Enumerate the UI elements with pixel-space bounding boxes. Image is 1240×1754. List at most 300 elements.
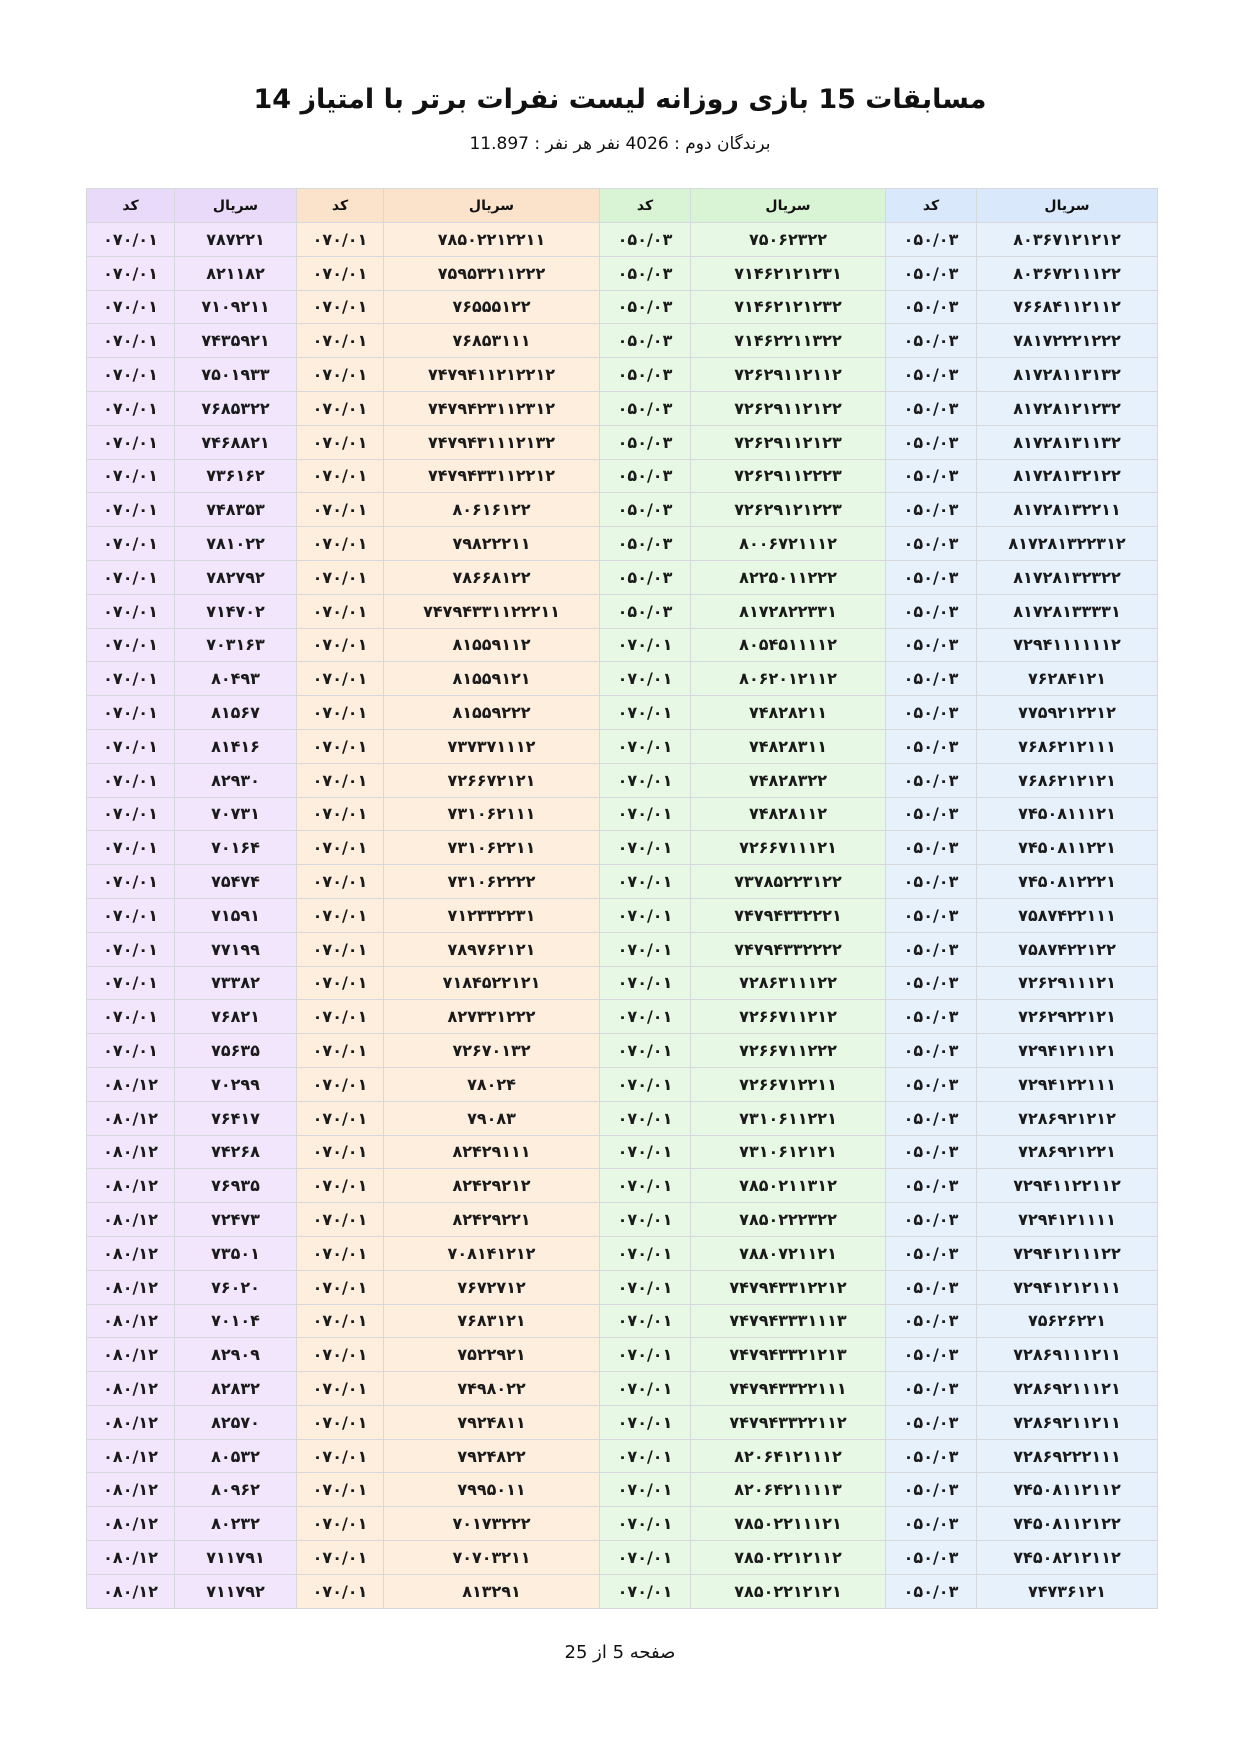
serial-cell: ۸۲۱۱۸۲ bbox=[175, 256, 297, 290]
column-header-serial: سریال bbox=[691, 189, 886, 223]
serial-cell: ۷۴۸۲۸۲۱۱ bbox=[691, 696, 886, 730]
table-row bbox=[87, 1473, 1158, 1507]
serial-cell: ۸۱۵۵۹۱۲۱ bbox=[384, 662, 600, 696]
code-cell: ۰۵۰/۰۳ bbox=[886, 898, 977, 932]
serial-cell: ۷۲۹۴۱۲۱۱۲۱ bbox=[977, 1034, 1158, 1068]
serial-cell: ۷۹۲۴۸۱۱ bbox=[384, 1405, 600, 1439]
code-cell: ۰۸۰/۱۲ bbox=[87, 1101, 175, 1135]
serial-cell: ۷۴۸۲۸۱۱۲ bbox=[691, 797, 886, 831]
serial-cell: ۷۶۲۸۴۱۲۱ bbox=[977, 662, 1158, 696]
serial-cell: ۷۲۸۶۹۲۱۱۱۲۱ bbox=[977, 1372, 1158, 1406]
code-cell: ۰۷۰/۰۱ bbox=[297, 966, 384, 1000]
serial-cell: ۷۲۸۶۳۱۱۱۲۲ bbox=[691, 966, 886, 1000]
code-cell: ۰۵۰/۰۳ bbox=[886, 1135, 977, 1169]
table-row bbox=[87, 898, 1158, 932]
table-row bbox=[87, 1270, 1158, 1304]
code-cell: ۰۵۰/۰۳ bbox=[600, 290, 691, 324]
code-cell: ۰۷۰/۰۱ bbox=[600, 1304, 691, 1338]
serial-cell: ۷۴۷۹۴۳۳۱۱۲۲۲۱۱ bbox=[384, 594, 600, 628]
serial-cell: ۷۴۷۹۴۳۳۲۲۱۱۱ bbox=[691, 1372, 886, 1406]
table-row bbox=[87, 358, 1158, 392]
serial-cell: ۷۰۱۰۴ bbox=[175, 1304, 297, 1338]
serial-cell: ۷۶۸۵۳۱۱۱ bbox=[384, 324, 600, 358]
serial-cell: ۷۳۱۰۶۲۲۲۲ bbox=[384, 865, 600, 899]
serial-cell: ۷۱۱۷۹۱ bbox=[175, 1541, 297, 1575]
code-cell: ۰۸۰/۱۲ bbox=[87, 1439, 175, 1473]
serial-cell: ۷۴۷۹۴۲۳۱۱۲۳۱۲ bbox=[384, 391, 600, 425]
serial-cell: ۷۲۸۶۹۲۱۱۲۱۱ bbox=[977, 1405, 1158, 1439]
serial-cell: ۸۰۶۱۶۱۲۲ bbox=[384, 493, 600, 527]
serial-cell: ۷۸۸۰۷۲۱۱۲۱ bbox=[691, 1236, 886, 1270]
code-cell: ۰۷۰/۰۱ bbox=[87, 358, 175, 392]
code-cell: ۰۷۰/۰۱ bbox=[297, 560, 384, 594]
table-row bbox=[87, 1067, 1158, 1101]
serial-cell: ۷۷۱۹۹ bbox=[175, 932, 297, 966]
serial-cell: ۷۹۹۵۰۱۱ bbox=[384, 1473, 600, 1507]
code-cell: ۰۷۰/۰۱ bbox=[87, 1000, 175, 1034]
serial-cell: ۷۱۴۶۲۱۲۱۲۳۱ bbox=[691, 256, 886, 290]
serial-cell: ۸۲۴۲۹۲۱۲ bbox=[384, 1169, 600, 1203]
table-row bbox=[87, 256, 1158, 290]
serial-cell: ۷۶۰۲۰ bbox=[175, 1270, 297, 1304]
code-cell: ۰۷۰/۰۱ bbox=[87, 324, 175, 358]
serial-cell: ۸۲۵۷۰ bbox=[175, 1405, 297, 1439]
code-cell: ۰۷۰/۰۱ bbox=[87, 1034, 175, 1068]
serial-cell: ۷۱۸۴۵۲۲۱۲۱ bbox=[384, 966, 600, 1000]
serial-cell: ۷۲۶۶۷۲۱۲۱ bbox=[384, 763, 600, 797]
serial-cell: ۷۶۸۶۲۱۲۱۱۱ bbox=[977, 729, 1158, 763]
code-cell: ۰۷۰/۰۱ bbox=[297, 1439, 384, 1473]
serial-cell: ۸۰۳۶۷۲۱۱۱۲۲ bbox=[977, 256, 1158, 290]
serial-cell: ۷۳۶۱۶۲ bbox=[175, 459, 297, 493]
page-subtitle: برندگان دوم : 4026 نفر هر نفر : 11.897 bbox=[469, 134, 771, 154]
code-cell: ۰۷۰/۰۱ bbox=[297, 493, 384, 527]
code-cell: ۰۵۰/۰۳ bbox=[886, 662, 977, 696]
code-cell: ۰۷۰/۰۱ bbox=[297, 1000, 384, 1034]
code-cell: ۰۵۰/۰۳ bbox=[886, 1439, 977, 1473]
code-cell: ۰۵۰/۰۳ bbox=[886, 831, 977, 865]
code-cell: ۰۵۰/۰۳ bbox=[886, 1405, 977, 1439]
serial-cell: ۷۳۵۰۱ bbox=[175, 1236, 297, 1270]
table-row bbox=[87, 1169, 1158, 1203]
serial-cell: ۷۴۸۲۸۳۲۲ bbox=[691, 763, 886, 797]
serial-cell: ۷۵۲۲۹۲۱ bbox=[384, 1338, 600, 1372]
table-row bbox=[87, 1574, 1158, 1608]
serial-cell: ۷۶۵۵۵۱۲۲ bbox=[384, 290, 600, 324]
code-cell: ۰۷۰/۰۱ bbox=[297, 1135, 384, 1169]
column-header-serial: سریال bbox=[175, 189, 297, 223]
table-row bbox=[87, 493, 1158, 527]
code-cell: ۰۸۰/۱۲ bbox=[87, 1405, 175, 1439]
code-cell: ۰۷۰/۰۱ bbox=[600, 932, 691, 966]
serial-cell: ۸۱۴۱۶ bbox=[175, 729, 297, 763]
code-cell: ۰۷۰/۰۱ bbox=[87, 831, 175, 865]
code-cell: ۰۵۰/۰۳ bbox=[886, 493, 977, 527]
code-cell: ۰۵۰/۰۳ bbox=[886, 425, 977, 459]
code-cell: ۰۷۰/۰۱ bbox=[600, 1270, 691, 1304]
serial-cell: ۷۲۹۴۱۱۲۲۱۱۲ bbox=[977, 1169, 1158, 1203]
code-cell: ۰۸۰/۱۲ bbox=[87, 1067, 175, 1101]
serial-cell: ۷۸۲۷۹۲ bbox=[175, 560, 297, 594]
table-row bbox=[87, 1541, 1158, 1575]
code-cell: ۰۷۰/۰۱ bbox=[297, 797, 384, 831]
code-cell: ۰۷۰/۰۱ bbox=[87, 729, 175, 763]
table-row bbox=[87, 1338, 1158, 1372]
serial-cell: ۷۴۷۹۴۳۳۲۲۲۱ bbox=[691, 898, 886, 932]
code-cell: ۰۷۰/۰۱ bbox=[297, 1270, 384, 1304]
code-cell: ۰۷۰/۰۱ bbox=[297, 1541, 384, 1575]
code-cell: ۰۵۰/۰۳ bbox=[886, 1372, 977, 1406]
table-header-row bbox=[87, 189, 1158, 223]
code-cell: ۰۷۰/۰۱ bbox=[297, 223, 384, 257]
code-cell: ۰۷۰/۰۱ bbox=[600, 1473, 691, 1507]
code-cell: ۰۷۰/۰۱ bbox=[600, 1338, 691, 1372]
serial-cell: ۷۷۵۹۲۱۲۲۱۲ bbox=[977, 696, 1158, 730]
serial-cell: ۸۰۳۶۷۱۲۱۲۱۲ bbox=[977, 223, 1158, 257]
serial-cell: ۷۲۶۲۹۱۲۱۲۲۳ bbox=[691, 493, 886, 527]
serial-cell: ۷۴۵۰۸۲۱۲۱۱۲ bbox=[977, 1541, 1158, 1575]
serial-cell: ۸۱۷۲۸۱۱۳۱۳۲ bbox=[977, 358, 1158, 392]
table-row bbox=[87, 1372, 1158, 1406]
serial-cell: ۷۴۵۰۸۱۲۲۲۱ bbox=[977, 865, 1158, 899]
serial-cell: ۸۰۵۳۲ bbox=[175, 1439, 297, 1473]
serial-cell: ۷۱۴۶۲۲۱۱۳۲۲ bbox=[691, 324, 886, 358]
serial-cell: ۸۰۵۴۵۱۱۱۱۲ bbox=[691, 628, 886, 662]
code-cell: ۰۵۰/۰۳ bbox=[886, 1169, 977, 1203]
serial-cell: ۸۰۰۶۷۲۱۱۱۲ bbox=[691, 527, 886, 561]
serial-cell: ۷۸۰۲۴ bbox=[384, 1067, 600, 1101]
code-cell: ۰۵۰/۰۳ bbox=[600, 324, 691, 358]
code-cell: ۰۵۰/۰۳ bbox=[600, 493, 691, 527]
code-cell: ۰۵۰/۰۳ bbox=[886, 696, 977, 730]
table-row bbox=[87, 324, 1158, 358]
code-cell: ۰۵۰/۰۳ bbox=[600, 527, 691, 561]
serial-cell: ۷۱۴۷۰۲ bbox=[175, 594, 297, 628]
table-row bbox=[87, 831, 1158, 865]
serial-cell: ۷۳۱۰۶۱۲۱۲۱ bbox=[691, 1135, 886, 1169]
serial-cell: ۸۰۴۹۳ bbox=[175, 662, 297, 696]
table-row bbox=[87, 966, 1158, 1000]
serial-cell: ۷۲۶۲۹۱۱۲۲۲۳ bbox=[691, 459, 886, 493]
code-cell: ۰۷۰/۰۱ bbox=[87, 560, 175, 594]
code-cell: ۰۵۰/۰۳ bbox=[886, 358, 977, 392]
serial-cell: ۷۲۶۶۷۱۲۲۱۱ bbox=[691, 1067, 886, 1101]
code-cell: ۰۷۰/۰۱ bbox=[600, 729, 691, 763]
code-cell: ۰۸۰/۱۲ bbox=[87, 1304, 175, 1338]
serial-cell: ۷۶۹۳۵ bbox=[175, 1169, 297, 1203]
serial-cell: ۸۱۷۲۸۱۳۳۳۳۱ bbox=[977, 594, 1158, 628]
serial-cell: ۷۰۷۰۳۲۱۱ bbox=[384, 1541, 600, 1575]
code-cell: ۰۷۰/۰۱ bbox=[297, 932, 384, 966]
code-cell: ۰۷۰/۰۱ bbox=[87, 459, 175, 493]
serial-cell: ۸۱۵۵۹۱۱۲ bbox=[384, 628, 600, 662]
code-cell: ۰۵۰/۰۳ bbox=[886, 223, 977, 257]
serial-cell: ۷۲۶۶۷۱۱۲۱۲ bbox=[691, 1000, 886, 1034]
code-cell: ۰۷۰/۰۱ bbox=[600, 1405, 691, 1439]
code-cell: ۰۸۰/۱۲ bbox=[87, 1203, 175, 1237]
code-cell: ۰۷۰/۰۱ bbox=[87, 966, 175, 1000]
code-cell: ۰۷۰/۰۱ bbox=[87, 425, 175, 459]
serial-cell: ۷۳۷۳۷۱۱۱۲ bbox=[384, 729, 600, 763]
code-cell: ۰۵۰/۰۳ bbox=[600, 459, 691, 493]
serial-cell: ۷۸۵۰۲۲۲۳۲۲ bbox=[691, 1203, 886, 1237]
code-cell: ۰۷۰/۰۱ bbox=[600, 1541, 691, 1575]
code-cell: ۰۷۰/۰۱ bbox=[297, 1169, 384, 1203]
serial-cell: ۸۲۹۳۰ bbox=[175, 763, 297, 797]
code-cell: ۰۷۰/۰۱ bbox=[600, 1236, 691, 1270]
code-cell: ۰۷۰/۰۱ bbox=[297, 1405, 384, 1439]
code-cell: ۰۷۰/۰۱ bbox=[297, 290, 384, 324]
serial-cell: ۷۴۷۹۴۳۳۲۲۱۱۲ bbox=[691, 1405, 886, 1439]
code-cell: ۰۸۰/۱۲ bbox=[87, 1473, 175, 1507]
code-cell: ۰۷۰/۰۱ bbox=[87, 763, 175, 797]
serial-cell: ۷۲۶۲۹۲۲۱۲۱ bbox=[977, 1000, 1158, 1034]
serial-cell: ۷۴۷۳۶۱۲۱ bbox=[977, 1574, 1158, 1608]
code-cell: ۰۵۰/۰۳ bbox=[886, 594, 977, 628]
code-cell: ۰۷۰/۰۱ bbox=[600, 1507, 691, 1541]
serial-cell: ۷۲۸۶۹۲۱۲۲۱ bbox=[977, 1135, 1158, 1169]
code-cell: ۰۷۰/۰۱ bbox=[297, 256, 384, 290]
serial-cell: ۷۸۵۰۲۲۱۲۱۲۱ bbox=[691, 1574, 886, 1608]
serial-cell: ۷۲۹۴۱۲۲۱۱۱ bbox=[977, 1067, 1158, 1101]
code-cell: ۰۷۰/۰۱ bbox=[600, 662, 691, 696]
code-cell: ۰۷۰/۰۱ bbox=[600, 966, 691, 1000]
serial-cell: ۷۵۴۷۴ bbox=[175, 865, 297, 899]
serial-cell: ۷۱۰۹۲۱۱ bbox=[175, 290, 297, 324]
serial-cell: ۸۰۹۶۲ bbox=[175, 1473, 297, 1507]
serial-cell: ۷۰۷۳۱ bbox=[175, 797, 297, 831]
table-row bbox=[87, 729, 1158, 763]
code-cell: ۰۷۰/۰۱ bbox=[87, 223, 175, 257]
serial-cell: ۷۴۷۹۴۳۳۲۱۲۱۳ bbox=[691, 1338, 886, 1372]
table-row bbox=[87, 696, 1158, 730]
serial-cell: ۷۳۱۰۶۱۱۲۲۱ bbox=[691, 1101, 886, 1135]
serial-cell: ۷۴۷۹۴۳۳۱۱۲۲۱۲ bbox=[384, 459, 600, 493]
serial-cell: ۷۸۹۷۶۲۱۲۱ bbox=[384, 932, 600, 966]
serial-cell: ۸۲۹۰۹ bbox=[175, 1338, 297, 1372]
serial-cell: ۷۲۶۲۹۱۱۲۱۲۳ bbox=[691, 425, 886, 459]
code-cell: ۰۵۰/۰۳ bbox=[886, 1338, 977, 1372]
code-cell: ۰۷۰/۰۱ bbox=[297, 1372, 384, 1406]
code-cell: ۰۷۰/۰۱ bbox=[297, 1236, 384, 1270]
code-cell: ۰۷۰/۰۱ bbox=[297, 1034, 384, 1068]
serial-cell: ۸۱۷۲۸۱۳۱۱۳۲ bbox=[977, 425, 1158, 459]
code-cell: ۰۸۰/۱۲ bbox=[87, 1541, 175, 1575]
code-cell: ۰۷۰/۰۱ bbox=[297, 1304, 384, 1338]
table-row bbox=[87, 459, 1158, 493]
code-cell: ۰۵۰/۰۳ bbox=[886, 391, 977, 425]
code-cell: ۰۷۰/۰۱ bbox=[297, 831, 384, 865]
table-row bbox=[87, 1135, 1158, 1169]
code-cell: ۰۷۰/۰۱ bbox=[600, 1372, 691, 1406]
serial-cell: ۷۴۷۹۴۳۳۲۲۲۲ bbox=[691, 932, 886, 966]
code-cell: ۰۷۰/۰۱ bbox=[600, 831, 691, 865]
serial-cell: ۷۴۷۹۴۳۱۱۱۲۱۳۲ bbox=[384, 425, 600, 459]
serial-cell: ۷۴۹۸۰۲۲ bbox=[384, 1372, 600, 1406]
code-cell: ۰۸۰/۱۲ bbox=[87, 1372, 175, 1406]
table-row bbox=[87, 628, 1158, 662]
serial-cell: ۷۶۶۸۴۱۱۲۱۱۲ bbox=[977, 290, 1158, 324]
serial-cell: ۷۴۳۵۹۲۱ bbox=[175, 324, 297, 358]
serial-cell: ۸۱۳۲۹۱ bbox=[384, 1574, 600, 1608]
code-cell: ۰۵۰/۰۳ bbox=[886, 1507, 977, 1541]
column-header-serial: سریال bbox=[384, 189, 600, 223]
serial-cell: ۷۹۰۸۳ bbox=[384, 1101, 600, 1135]
table-row bbox=[87, 223, 1158, 257]
code-cell: ۰۸۰/۱۲ bbox=[87, 1574, 175, 1608]
serial-cell: ۷۹۲۴۸۲۲ bbox=[384, 1439, 600, 1473]
serial-cell: ۸۱۷۲۸۱۳۲۲۱۱ bbox=[977, 493, 1158, 527]
code-cell: ۰۵۰/۰۳ bbox=[886, 256, 977, 290]
serial-cell: ۷۲۶۲۹۱۱۱۲۱ bbox=[977, 966, 1158, 1000]
code-cell: ۰۷۰/۰۱ bbox=[297, 628, 384, 662]
code-cell: ۰۷۰/۰۱ bbox=[600, 1203, 691, 1237]
code-cell: ۰۵۰/۰۳ bbox=[600, 358, 691, 392]
code-cell: ۰۵۰/۰۳ bbox=[600, 594, 691, 628]
code-cell: ۰۸۰/۱۲ bbox=[87, 1338, 175, 1372]
code-cell: ۰۷۰/۰۱ bbox=[87, 932, 175, 966]
code-cell: ۰۵۰/۰۳ bbox=[600, 256, 691, 290]
serial-cell: ۷۴۵۰۸۱۱۲۱۲۲ bbox=[977, 1507, 1158, 1541]
code-cell: ۰۷۰/۰۱ bbox=[600, 1439, 691, 1473]
code-cell: ۰۵۰/۰۳ bbox=[600, 391, 691, 425]
code-cell: ۰۵۰/۰۳ bbox=[886, 966, 977, 1000]
table-row bbox=[87, 662, 1158, 696]
table-row bbox=[87, 560, 1158, 594]
code-cell: ۰۷۰/۰۱ bbox=[297, 898, 384, 932]
code-cell: ۰۷۰/۰۱ bbox=[297, 391, 384, 425]
serial-cell: ۷۳۱۰۶۲۲۱۱ bbox=[384, 831, 600, 865]
code-cell: ۰۷۰/۰۱ bbox=[87, 391, 175, 425]
code-cell: ۰۷۰/۰۱ bbox=[87, 628, 175, 662]
code-cell: ۰۷۰/۰۱ bbox=[297, 1574, 384, 1608]
serial-cell: ۷۵۶۳۵ bbox=[175, 1034, 297, 1068]
table-row bbox=[87, 391, 1158, 425]
code-cell: ۰۷۰/۰۱ bbox=[600, 763, 691, 797]
serial-cell: ۷۲۹۴۱۲۱۱۱۱ bbox=[977, 1203, 1158, 1237]
serial-cell: ۸۲۲۵۰۱۱۲۲۲ bbox=[691, 560, 886, 594]
serial-cell: ۷۸۶۶۸۱۲۲ bbox=[384, 560, 600, 594]
serial-cell: ۸۲۰۶۴۱۲۱۱۱۲ bbox=[691, 1439, 886, 1473]
code-cell: ۰۷۰/۰۱ bbox=[297, 1101, 384, 1135]
serial-cell: ۷۴۷۹۴۱۱۲۱۲۲۱۲ bbox=[384, 358, 600, 392]
page-title: مسابقات 15 بازی روزانه لیست نفرات برتر با امتیاز 14 bbox=[253, 84, 987, 115]
table-row bbox=[87, 1507, 1158, 1541]
serial-cell: ۷۵۸۷۴۲۲۱۱۱ bbox=[977, 898, 1158, 932]
serial-cell: ۷۲۹۴۱۲۱۱۱۲۲ bbox=[977, 1236, 1158, 1270]
serial-cell: ۷۲۶۲۹۱۱۲۱۱۲ bbox=[691, 358, 886, 392]
serial-cell: ۸۱۷۲۸۱۳۲۲۳۱۲ bbox=[977, 527, 1158, 561]
table-body bbox=[87, 223, 1158, 1609]
table-row bbox=[87, 1304, 1158, 1338]
serial-cell: ۷۴۷۹۴۳۳۳۱۱۱۳ bbox=[691, 1304, 886, 1338]
code-cell: ۰۵۰/۰۳ bbox=[886, 1101, 977, 1135]
table-row bbox=[87, 1034, 1158, 1068]
column-header-code: کد bbox=[886, 189, 977, 223]
code-cell: ۰۵۰/۰۳ bbox=[886, 290, 977, 324]
code-cell: ۰۸۰/۱۲ bbox=[87, 1270, 175, 1304]
code-cell: ۰۵۰/۰۳ bbox=[886, 1541, 977, 1575]
code-cell: ۰۵۰/۰۳ bbox=[886, 1574, 977, 1608]
code-cell: ۰۵۰/۰۳ bbox=[886, 527, 977, 561]
serial-cell: ۷۸۵۰۲۲۱۱۱۲۱ bbox=[691, 1507, 886, 1541]
serial-cell: ۸۱۷۲۸۱۳۲۳۲۲ bbox=[977, 560, 1158, 594]
code-cell: ۰۵۰/۰۳ bbox=[886, 1067, 977, 1101]
column-header-code: کد bbox=[600, 189, 691, 223]
code-cell: ۰۷۰/۰۱ bbox=[297, 865, 384, 899]
serial-cell: ۷۶۸۲۱ bbox=[175, 1000, 297, 1034]
code-cell: ۰۷۰/۰۱ bbox=[87, 256, 175, 290]
serial-cell: ۸۲۰۶۴۲۱۱۱۱۳ bbox=[691, 1473, 886, 1507]
serial-cell: ۷۰۸۱۴۱۲۱۲ bbox=[384, 1236, 600, 1270]
code-cell: ۰۷۰/۰۱ bbox=[600, 797, 691, 831]
serial-cell: ۷۸۱۰۲۲ bbox=[175, 527, 297, 561]
table-row bbox=[87, 932, 1158, 966]
serial-cell: ۷۹۸۲۲۲۱۱ bbox=[384, 527, 600, 561]
serial-cell: ۷۲۶۶۷۱۱۲۲۲ bbox=[691, 1034, 886, 1068]
serial-cell: ۸۲۴۲۹۲۲۱ bbox=[384, 1203, 600, 1237]
code-cell: ۰۵۰/۰۳ bbox=[886, 1000, 977, 1034]
code-cell: ۰۵۰/۰۳ bbox=[886, 1270, 977, 1304]
code-cell: ۰۷۰/۰۱ bbox=[600, 898, 691, 932]
table-row bbox=[87, 865, 1158, 899]
code-cell: ۰۷۰/۰۱ bbox=[87, 696, 175, 730]
code-cell: ۰۷۰/۰۱ bbox=[600, 696, 691, 730]
code-cell: ۰۵۰/۰۳ bbox=[600, 425, 691, 459]
serial-cell: ۷۴۲۶۸ bbox=[175, 1135, 297, 1169]
code-cell: ۰۷۰/۰۱ bbox=[600, 1135, 691, 1169]
code-cell: ۰۷۰/۰۱ bbox=[87, 797, 175, 831]
serial-cell: ۷۳۱۰۶۲۱۱۱ bbox=[384, 797, 600, 831]
serial-cell: ۷۲۸۶۹۱۱۱۲۱۱ bbox=[977, 1338, 1158, 1372]
code-cell: ۰۷۰/۰۱ bbox=[87, 898, 175, 932]
serial-cell: ۷۰۱۶۴ bbox=[175, 831, 297, 865]
serial-cell: ۷۰۳۱۶۳ bbox=[175, 628, 297, 662]
serial-cell: ۷۸۵۰۲۲۱۲۱۱۲ bbox=[691, 1541, 886, 1575]
serial-cell: ۷۳۳۸۲ bbox=[175, 966, 297, 1000]
code-cell: ۰۵۰/۰۳ bbox=[886, 729, 977, 763]
code-cell: ۰۷۰/۰۱ bbox=[600, 1034, 691, 1068]
serial-cell: ۷۶۴۱۷ bbox=[175, 1101, 297, 1135]
serial-cell: ۷۶۸۳۱۲۱ bbox=[384, 1304, 600, 1338]
code-cell: ۰۷۰/۰۱ bbox=[297, 324, 384, 358]
serial-cell: ۷۲۹۴۱۱۱۱۱۱۲ bbox=[977, 628, 1158, 662]
serial-cell: ۷۵۹۵۳۲۱۱۲۲۲ bbox=[384, 256, 600, 290]
serial-cell: ۷۸۱۷۲۲۲۱۲۲۲ bbox=[977, 324, 1158, 358]
code-cell: ۰۷۰/۰۱ bbox=[87, 527, 175, 561]
table-row bbox=[87, 290, 1158, 324]
code-cell: ۰۷۰/۰۱ bbox=[297, 1473, 384, 1507]
code-cell: ۰۷۰/۰۱ bbox=[297, 594, 384, 628]
serial-cell: ۸۱۷۲۸۱۲۱۲۳۲ bbox=[977, 391, 1158, 425]
serial-cell: ۷۲۸۶۹۲۱۲۱۲ bbox=[977, 1101, 1158, 1135]
code-cell: ۰۷۰/۰۱ bbox=[297, 358, 384, 392]
serial-cell: ۷۶۸۵۳۲۲ bbox=[175, 391, 297, 425]
code-cell: ۰۵۰/۰۳ bbox=[886, 1203, 977, 1237]
serial-cell: ۷۱۵۹۱ bbox=[175, 898, 297, 932]
code-cell: ۰۵۰/۰۳ bbox=[886, 459, 977, 493]
code-cell: ۰۷۰/۰۱ bbox=[87, 493, 175, 527]
code-cell: ۰۷۰/۰۱ bbox=[600, 865, 691, 899]
code-cell: ۰۷۰/۰۱ bbox=[297, 1338, 384, 1372]
column-header-serial: سریال bbox=[977, 189, 1158, 223]
code-cell: ۰۵۰/۰۳ bbox=[886, 560, 977, 594]
code-cell: ۰۸۰/۱۲ bbox=[87, 1169, 175, 1203]
code-cell: ۰۷۰/۰۱ bbox=[600, 628, 691, 662]
code-cell: ۰۵۰/۰۳ bbox=[886, 1236, 977, 1270]
serial-cell: ۷۳۷۸۵۲۲۳۱۲۲ bbox=[691, 865, 886, 899]
code-cell: ۰۷۰/۰۱ bbox=[297, 1507, 384, 1541]
